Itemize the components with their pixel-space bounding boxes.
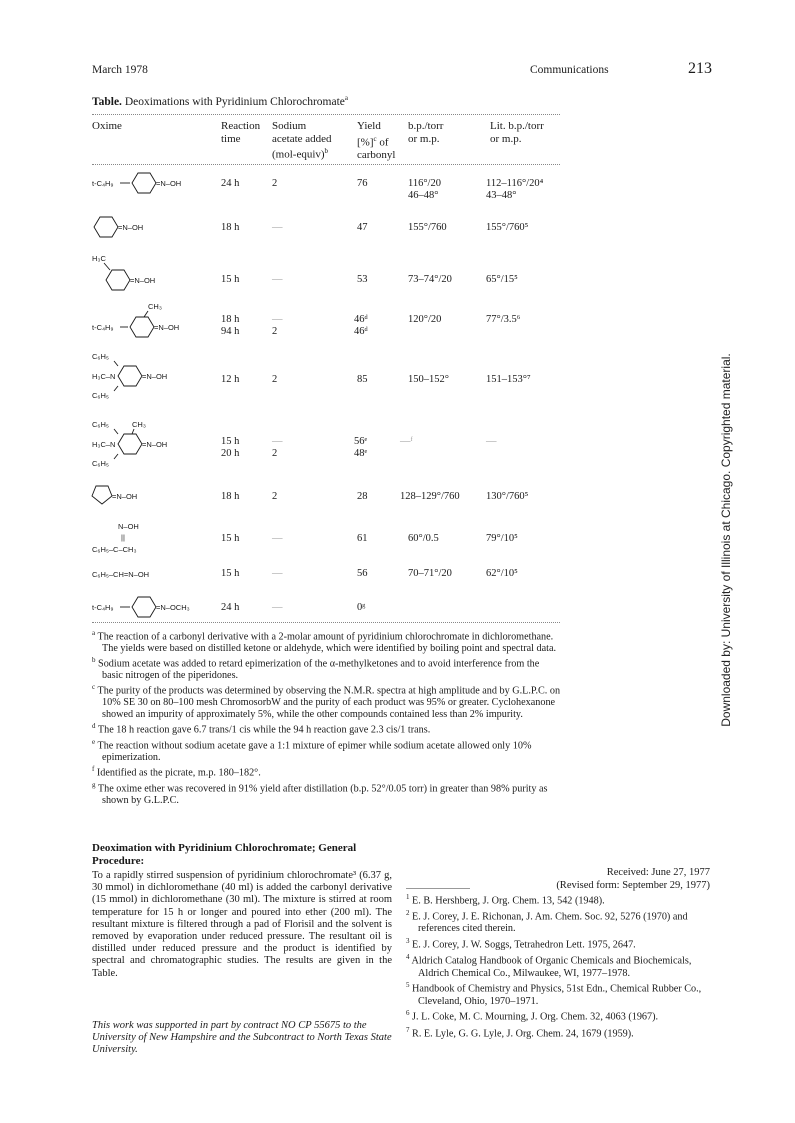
row-5-lit: 151–153°⁷ <box>486 374 531 385</box>
row-8-bp: 60°/0.5 <box>408 533 439 544</box>
footnote-c: $^c$ The purity of the products was determined by observing the N.M.R. spectra at high amplitude and by G.L.P.C. on 10% SE 30 on 80–100 mesh ChromosorbW and the purity of each product was 95% or greater. Cyclohexanone showed an impurity of approximately 5%, while the other compounds contained less than 2% impurity. <box>92 683 561 720</box>
row-6-bp: —ᶠ <box>400 436 413 447</box>
row-8-naoac: — <box>272 533 283 544</box>
table-title <box>92 94 348 108</box>
structure-row-4 <box>92 300 212 342</box>
svg-text:=N–OH: =N–OH <box>142 440 168 449</box>
row-10-yield: 0ᵍ <box>357 602 366 613</box>
revised-date: (Revised form: September 29, 1977) <box>556 880 710 891</box>
row-1-bp: 116°/20 46–48° <box>408 178 441 201</box>
row-4-time: 18 h 94 h <box>221 314 240 337</box>
row-9-lit: 62°/10⁵ <box>486 568 518 579</box>
row-2-yield: 47 <box>357 222 368 233</box>
table-bottom-rule <box>92 622 560 623</box>
svg-text:C₆H₅–C–CH₃: C₆H₅–C–CH₃ <box>92 545 137 554</box>
row-9-time: 15 h <box>221 568 240 579</box>
received-date: Received: June 27, 1977 <box>606 867 710 878</box>
svg-text:=N–OH: =N–OH <box>142 372 168 381</box>
procedure-heading: Deoximation with Pyridinium Chlorochromate; General Procedure: <box>92 842 357 867</box>
row-8-time: 15 h <box>221 533 240 544</box>
svg-text:t-C₄H₉: t-C₄H₉ <box>92 323 114 332</box>
svg-text:C₆H₅: C₆H₅ <box>92 391 109 400</box>
col-header-yield: Yield [%]$^c$ of carbonyl <box>357 120 396 161</box>
references-rule <box>406 888 470 889</box>
svg-text:C₆H₅: C₆H₅ <box>92 459 109 468</box>
col-header-sodium-acetate: Sodium acetate added (mol-equiv)$^b$ <box>272 120 332 161</box>
col-header-lit-bp: Lit. b.p./torr or m.p. <box>490 120 544 145</box>
svg-text:C₆H₅–CH=N–OH: C₆H₅–CH=N–OH <box>92 570 150 579</box>
structure-row-6 <box>92 418 212 470</box>
row-2-bp: 155°/760 <box>408 222 447 233</box>
row-3-bp: 73–74°/20 <box>408 274 452 285</box>
row-1-yield: 76 <box>357 178 368 189</box>
col-header-reaction-time: Reaction time <box>221 120 261 145</box>
structure-row-2 <box>92 212 212 242</box>
row-3-yield: 53 <box>357 274 368 285</box>
reference-4: $^4$ Aldrich Catalog Handbook of Organic Chemicals and Biochemicals, Aldrich Chemical Co., Milwaukee, WI, 1977–1978. <box>406 953 692 979</box>
footnote-a: $^a$ The reaction of a carbonyl derivative with a 2-molar amount of pyridinium chlorochromate in dichloromethane. The yields were based on distilled ketone or aldehyde, which were identified by boiling point and spectral data. <box>92 629 557 654</box>
svg-text:C₆H₅: C₆H₅ <box>92 352 109 361</box>
svg-text:H₃C–N: H₃C–N <box>92 372 116 381</box>
col-header-oxime: Oxime <box>92 120 122 132</box>
svg-text:H₃C: H₃C <box>92 254 106 263</box>
row-6-yield: 56ᵉ 48ᵉ <box>354 436 368 459</box>
row-5-bp: 150–152° <box>408 374 449 385</box>
row-1-naoac: 2 <box>272 178 278 189</box>
row-4-yield: 46ᵈ 46ᵈ <box>354 314 368 337</box>
structure-row-1 <box>92 168 212 198</box>
procedure-text: To a rapidly stirred suspension of pyridinium chlorochromate³ (6.37 g, 30 mmol) in dichloromethane (40 ml) is added the carbonyl derivative (15 mmol) in dichloromethane (30 ml). The mixture is stirred at room temperature for 15 h or longer and poured into ether (200 ml). The resultant mixture is filtered through a pad of Florisil and the solvent is removed by evaporation under reduced pressure. The resultant oil is distilled under reduced pressure and the product is identified by spectral and chromatographic studies. The results are given in the Table. <box>92 870 392 979</box>
row-10-naoac: — <box>272 602 283 613</box>
svg-text:=N–OH: =N–OH <box>156 179 182 188</box>
svg-text:H₃C–N: H₃C–N <box>92 440 116 449</box>
row-2-naoac: — <box>272 222 283 233</box>
structure-row-10 <box>92 592 222 622</box>
row-5-naoac: 2 <box>272 374 278 385</box>
row-6-naoac: — 2 <box>272 436 283 459</box>
col-header-bp: b.p./torr or m.p. <box>408 120 444 145</box>
svg-text:=N–OH: =N–OH <box>112 492 138 501</box>
row-7-naoac: 2 <box>272 491 278 502</box>
svg-text:=N–OH: =N–OH <box>130 276 156 285</box>
footnote-e: $^e$ The reaction without sodium acetate gave a 1:1 mixture of epimer while sodium acetate allowed only 10% epimerization. <box>92 737 532 763</box>
row-8-lit: 79°/10⁵ <box>486 533 518 544</box>
row-4-bp: 120°/20 <box>408 314 442 325</box>
row-7-time: 18 h <box>221 491 240 502</box>
row-9-yield: 56 <box>357 568 368 579</box>
reference-7: $^7$ R. E. Lyle, G. G. Lyle, J. Org. Chem. 24, 1679 (1959). <box>406 1025 634 1039</box>
svg-text:CH₃: CH₃ <box>148 302 162 311</box>
row-8-yield: 61 <box>357 533 368 544</box>
table-footnotes <box>92 628 562 807</box>
svg-text:=N–OCH₃: =N–OCH₃ <box>156 603 190 612</box>
row-2-time: 18 h <box>221 222 240 233</box>
table-caption: Deoximations with Pyridinium Chlorochromate <box>124 95 345 108</box>
row-4-lit: 77°/3.5⁶ <box>486 314 521 325</box>
received-dates <box>520 866 710 892</box>
svg-text:||: || <box>121 533 125 542</box>
table-header-rule <box>92 164 560 165</box>
svg-text:C₆H₅: C₆H₅ <box>92 420 109 429</box>
row-6-lit: — <box>486 436 497 447</box>
structure-row-8 <box>92 520 212 560</box>
footnote-f: $^f$ Identified as the picrate, m.p. 180–182°. <box>92 765 261 779</box>
page-number: 213 <box>688 60 712 77</box>
row-7-yield: 28 <box>357 491 368 502</box>
structure-row-5 <box>92 350 212 402</box>
row-3-time: 15 h <box>221 274 240 285</box>
row-2-lit: 155°/760⁵ <box>486 222 529 233</box>
reference-6: $^6$ J. L. Coke, M. C. Mourning, J. Org. Chem. 32, 4063 (1967). <box>406 1009 659 1023</box>
row-9-naoac: — <box>272 568 283 579</box>
reference-3: $^3$ E. J. Corey, J. W. Soggs, Tetrahedron Lett. 1975, 2647. <box>406 937 636 951</box>
running-header-section: Communications <box>530 64 609 76</box>
running-header-date: March 1978 <box>92 64 148 76</box>
row-5-time: 12 h <box>221 374 240 385</box>
table-label: Table. <box>92 95 122 108</box>
references-list <box>406 892 718 1041</box>
reference-5: $^5$ Handbook of Chemistry and Physics, 51st Edn., Chemical Rubber Co., Cleveland, Ohio, 1970–1971. <box>406 981 702 1007</box>
reference-1: $^1$ E. B. Hershberg, J. Org. Chem. 13, 542 (1948). <box>406 893 605 907</box>
row-10-time: 24 h <box>221 602 240 613</box>
row-7-bp: 128–129°/760 <box>400 491 460 502</box>
acknowledgement: This work was supported in part by contract NO CP 55675 to the University of New Hampshire and the Subcontract to North Texas State University. <box>92 1020 392 1056</box>
row-1-lit: 112–116°/20⁴ 43–48° <box>486 178 544 201</box>
row-9-bp: 70–71°/20 <box>408 568 452 579</box>
svg-text:N–OH: N–OH <box>118 522 139 531</box>
row-5-yield: 85 <box>357 374 368 385</box>
table-top-rule <box>92 114 560 115</box>
row-6-time: 15 h 20 h <box>221 436 240 459</box>
row-3-lit: 65°/15⁵ <box>486 274 518 285</box>
svg-text:=N–OH: =N–OH <box>118 223 144 232</box>
svg-text:t-C₄H₉: t-C₄H₉ <box>92 603 114 612</box>
row-4-naoac: — 2 <box>272 314 283 337</box>
footnote-d: $^d$ The 18 h reaction gave 6.7 trans/1 cis while the 94 h reaction gave 2.3 cis/1 trans. <box>92 722 431 736</box>
row-1-time: 24 h <box>221 178 240 189</box>
row-7-lit: 130°/760⁵ <box>486 491 529 502</box>
reference-2: $^2$ E. J. Corey, J. E. Richonan, J. Am. Chem. Soc. 92, 5276 (1970) and references cited therein. <box>406 909 688 935</box>
footnote-g: $^g$ The oxime ether was recovered in 91% yield after distillation (b.p. 52°/0.05 torr) in greater than 98% purity as shown by G.L.P.C. <box>92 780 548 806</box>
download-notice: Downloaded by: University of Illinois at Chicago. Copyrighted material. <box>719 353 733 727</box>
svg-text:CH₃: CH₃ <box>132 420 146 429</box>
table-title-note: a <box>344 94 348 102</box>
footnote-b: $^b$ Sodium acetate was added to retard epimerization of the α-methylketones and to avoid interference from the basic nitrogen of the piperidones. <box>92 656 540 681</box>
structure-row-9 <box>92 565 232 583</box>
svg-text:=N–OH: =N–OH <box>154 323 180 332</box>
structure-row-7 <box>92 482 212 510</box>
row-3-naoac: — <box>272 274 283 285</box>
svg-text:t-C₄H₉: t-C₄H₉ <box>92 179 114 188</box>
structure-row-3 <box>92 252 212 296</box>
